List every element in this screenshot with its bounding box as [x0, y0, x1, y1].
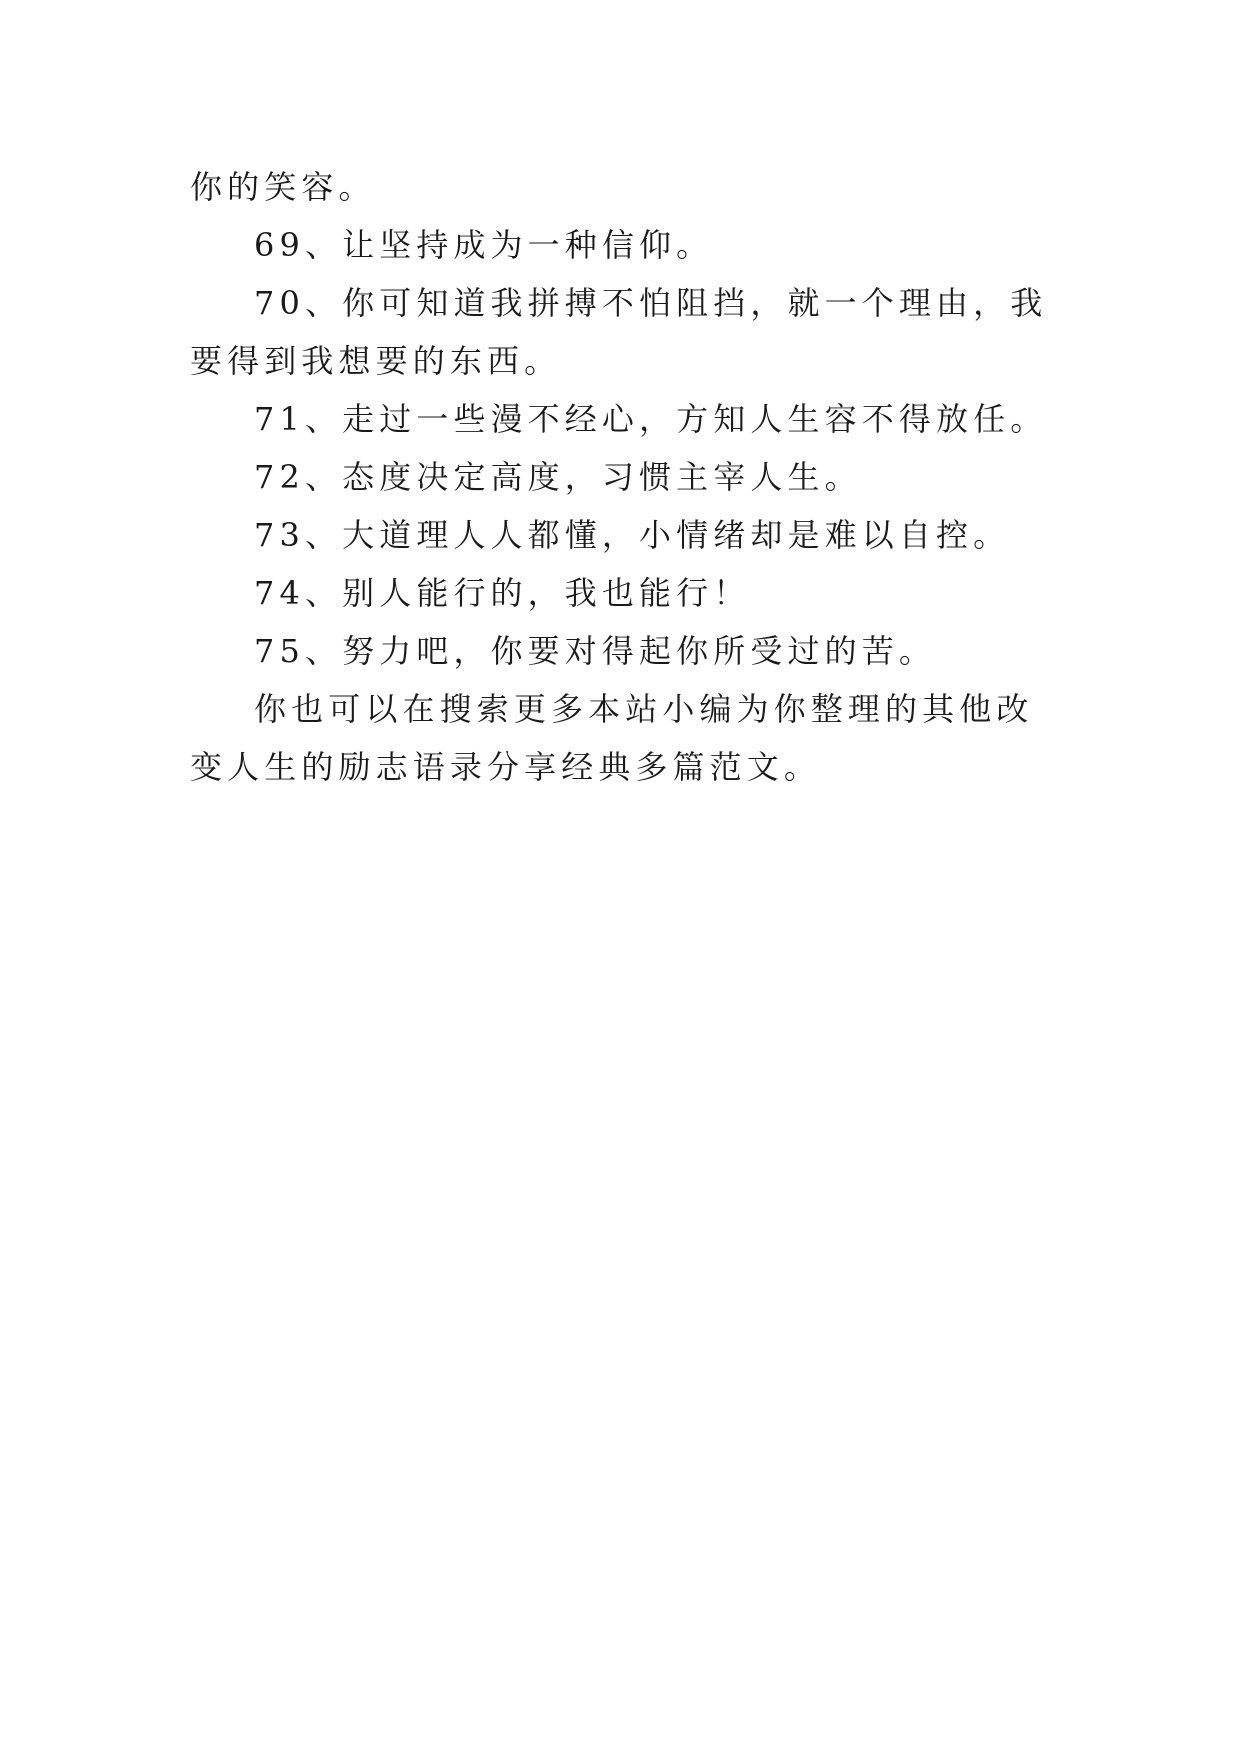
- paragraph-continuation: 你的笑容。: [190, 168, 376, 206]
- quote-69: 69、让坚持成为一种信仰。: [254, 226, 714, 264]
- quote-73: 73、大道理人人都懂，小情绪却是难以自控。: [254, 516, 1011, 554]
- document-body: [190, 158, 1060, 796]
- quote-70: 70、你可知道我拼搏不怕阻挡，就一个理由，我要得到我想要的东西。: [190, 284, 1048, 380]
- quote-72: 72、态度决定高度，习惯主宰人生。: [254, 458, 862, 496]
- quote-71: 71、走过一些漫不经心，方知人生容不得放任。: [254, 400, 1048, 438]
- quote-75: 75、努力吧，你要对得起你所受过的苦。: [254, 632, 936, 670]
- closing-paragraph: 你也可以在搜索更多本站小编为你整理的其他改变人生的励志语录分享经典多篇范文。: [190, 690, 1034, 786]
- quote-74: 74、别人能行的，我也能行！: [254, 574, 751, 612]
